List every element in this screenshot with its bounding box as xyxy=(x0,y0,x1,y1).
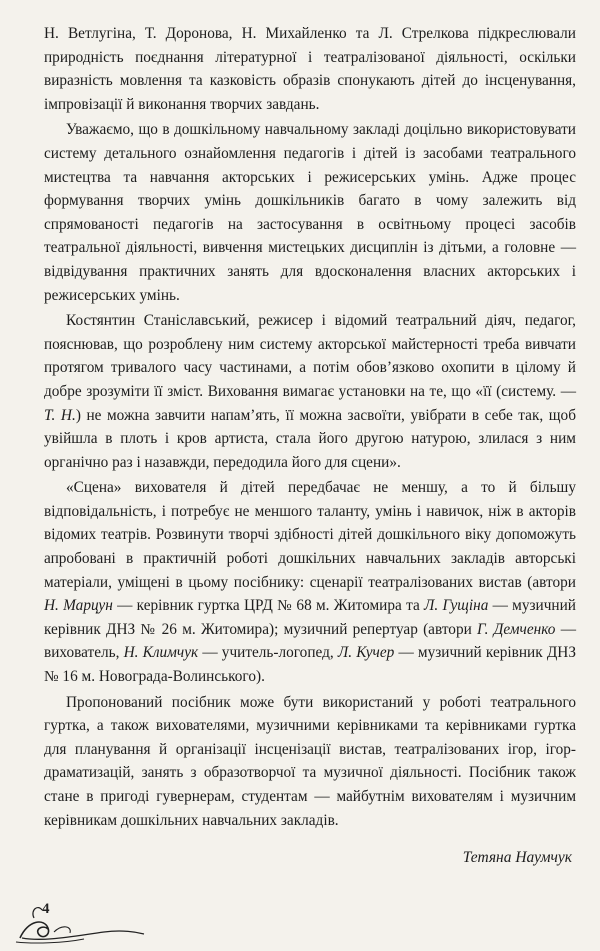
paragraph xyxy=(44,691,576,833)
italic-name: Л. Кучер xyxy=(337,644,395,662)
paragraph xyxy=(44,22,576,116)
text-segment: — музичний керівник ДНЗ № 16 м. Новограда-Волинського). xyxy=(44,644,576,686)
text-segment: — музичний керівник ДНЗ № 26 м. Житомира); музичний репертуар (автори xyxy=(44,597,576,638)
text-segment: Н. Ветлугіна, Т. Доронова, Н. Михайленко та Л. Стрелкова підкреслювали природність поєднання літературної і театралізованої діяльності, оскільки виразність мовлення та казковість образів спонукають дітей до інсценування, імпровізації й виконання творчих завдань. xyxy=(44,25,576,113)
paragraph xyxy=(44,476,576,688)
text-segment: Пропонований посібник може бути використаний у роботі театрального гуртка, а також вихователями, музичними керівниками та керівниками гуртка для планування й організації інсценізації вистав, театралізованих ігор, ігор-драматизацій, занять з образотворчої та музичної діяльності. Посібник також стане в пригоді гувернерам, студентам — майбутнім вихователям і музичним керівникам дошкільних навчальних закладів. xyxy=(44,693,576,829)
page-number: 4 xyxy=(42,901,50,917)
text-segment: — керівник гуртка ЦРД № 68 м. Житомира та xyxy=(112,597,425,615)
text-segment: — вихователь, xyxy=(44,620,576,662)
paragraph xyxy=(44,309,576,474)
text-segment: ) не можна завчити напам’ять, її можна засвоїти, увібрати в себе так, щоб увійшла в плоть і кров артиста, стала його другою натурою, злилася з ним органічно раз і назавжди, передодила його для сцени». xyxy=(44,406,576,471)
author-signature: Тетяна Наумчук xyxy=(462,849,572,867)
paragraph xyxy=(44,118,576,307)
italic-name: Н. Климчук xyxy=(123,644,199,662)
text-segment: Уважаємо, що в дошкільному навчальному закладі доцільно використовувати систему детального ознайомлення педагогів і дітей із засобами театрального мистецтва та навчання акторських і режисерських умінь. Адже процес формування творчих умінь дошкільників багато в чому залежить від спрямованості педагогів на застосування в освітньому процесі засобів театральної діяльності, вивчення мистецьких дисциплін із дітьми, а головне — відвідування практичних занять для вдосконалення власних акторських і режисерських умінь. xyxy=(44,121,576,304)
italic-name: Н. Марцун xyxy=(44,597,113,615)
page-content xyxy=(44,22,576,867)
body-text xyxy=(44,22,576,832)
italic-name: Т. Н. xyxy=(44,406,76,424)
text-segment: — учитель-логопед, xyxy=(198,644,338,662)
flourish-ornament-icon xyxy=(14,898,154,944)
text-segment: «Сцена» вихователя й дітей передбачає не меншу, а то й більшу відповідальність, і потребує не меншого таланту, умінь і навичок, ніж в акторів відомих театрів. Розвинути творчі здібності дітей дошкільного віку допоможуть апробовані в практичній роботі дошкільних навчальних закладів авторські матеріали, уміщені в цьому посібнику: сценарії театралізованих вистав (автори xyxy=(44,479,576,591)
text-segment: Костянтин Станіславський, режисер і відомий театральний діяч, педагог, пояснював, що розроблену ним систему акторської майстерності треба вивчати протягом тривалого часу частинами, а потім обов’язково охопити в цілому й добре зрозуміти її зміст. Виховання вимагає установки на те, що «її (систему. — xyxy=(44,312,576,400)
page-footer xyxy=(14,898,154,944)
italic-name: Г. Демченко xyxy=(477,620,556,638)
italic-name: Л. Гущіна xyxy=(424,597,489,615)
